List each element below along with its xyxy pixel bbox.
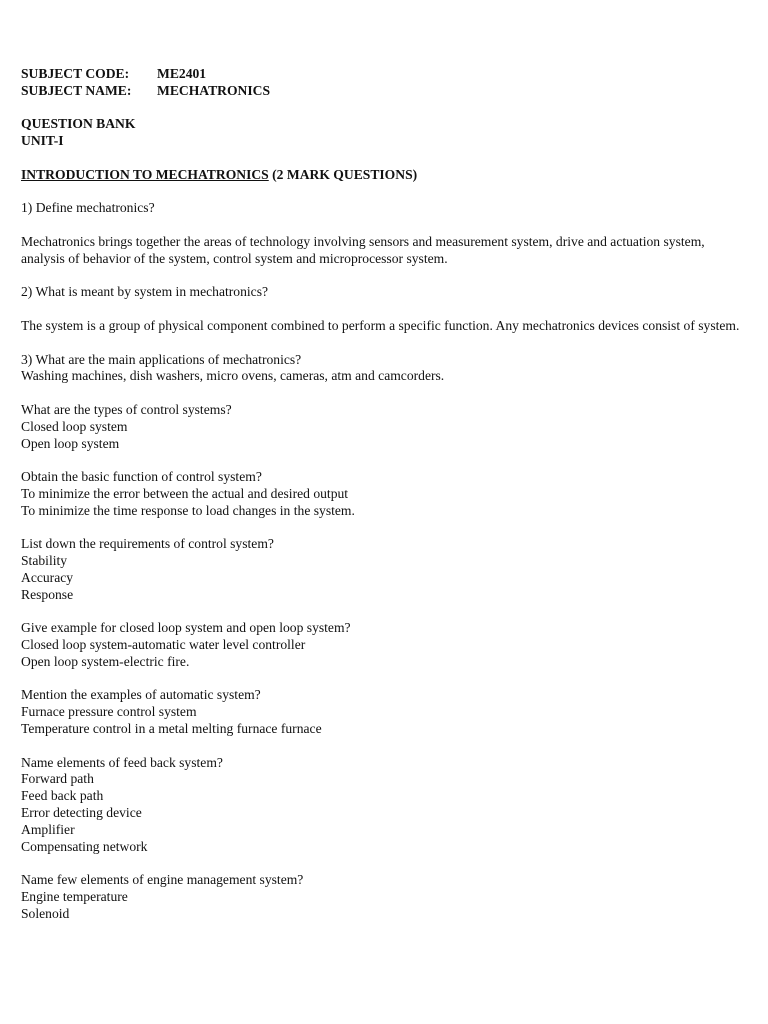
qa-block bbox=[21, 234, 741, 268]
subject-code-line bbox=[21, 66, 741, 83]
text-line: Error detecting device bbox=[21, 805, 142, 821]
spacer bbox=[21, 385, 741, 402]
text-line: Obtain the basic function of control system? bbox=[21, 469, 262, 485]
text-line: Open loop system-electric fire. bbox=[21, 653, 190, 669]
qa-block bbox=[21, 318, 741, 335]
document-page bbox=[21, 66, 741, 923]
text-line: To minimize the time response to load changes in the system. bbox=[21, 502, 355, 518]
text-line: To minimize the error between the actual and desired output bbox=[21, 485, 349, 501]
text-line: 3) What are the main applications of mechatronics? bbox=[21, 351, 302, 367]
text-line: Feed back path bbox=[21, 788, 104, 804]
qa-block bbox=[21, 200, 741, 217]
spacer bbox=[21, 452, 741, 469]
text-line: Temperature control in a metal melting furnace furnace bbox=[21, 721, 322, 737]
qa-block bbox=[21, 687, 741, 737]
section-title-underlined: INTRODUCTION TO MECHATRONICS bbox=[21, 166, 269, 182]
spacer bbox=[21, 268, 741, 285]
text-line: Accuracy bbox=[21, 569, 74, 585]
subject-code-label: SUBJECT CODE: bbox=[21, 66, 130, 81]
text-line: 2) What is meant by system in mechatronics? bbox=[21, 284, 269, 300]
text-line: Mention the examples of automatic system? bbox=[21, 687, 261, 703]
qa-block bbox=[21, 536, 741, 603]
text-line: Closed loop system-automatic water level controller bbox=[21, 637, 306, 653]
spacer bbox=[21, 301, 741, 318]
spacer bbox=[21, 150, 741, 167]
subject-name-line bbox=[21, 83, 741, 100]
spacer bbox=[21, 738, 741, 755]
qa-block bbox=[21, 284, 741, 301]
unit-heading: UNIT-I bbox=[21, 133, 64, 149]
section-title bbox=[21, 167, 741, 184]
spacer bbox=[21, 855, 741, 872]
subject-name-value: MECHATRONICS bbox=[157, 82, 271, 98]
text-line: The system is a group of physical component combined to perform a specific function. Any mechatronics devices consist of system. bbox=[21, 317, 740, 333]
qa-block bbox=[21, 402, 741, 452]
text-line: What are the types of control systems? bbox=[21, 401, 232, 417]
text-line: Stability bbox=[21, 553, 68, 569]
text-line: Response bbox=[21, 586, 74, 602]
subject-code-value: ME2401 bbox=[157, 66, 207, 81]
text-line: Washing machines, dish washers, micro ovens, cameras, atm and camcorders. bbox=[21, 368, 445, 384]
text-line: Compensating network bbox=[21, 838, 148, 854]
text-line: Mechatronics brings together the areas of technology involving sensors and measurement system, drive and actuation system, analysis of behavior of the system, control system and microprocessor system. bbox=[21, 233, 705, 266]
question-answer-list bbox=[21, 200, 741, 922]
text-line: Solenoid bbox=[21, 905, 70, 921]
text-line: Engine temperature bbox=[21, 889, 128, 905]
spacer bbox=[21, 335, 741, 352]
spacer bbox=[21, 184, 741, 201]
spacer bbox=[21, 604, 741, 621]
qa-block bbox=[21, 620, 741, 670]
text-line: Name elements of feed back system? bbox=[21, 754, 223, 770]
section-title-rest: (2 MARK QUESTIONS) bbox=[268, 166, 418, 182]
question-bank-heading: QUESTION BANK bbox=[21, 116, 136, 132]
text-line: Name few elements of engine management system? bbox=[21, 872, 304, 888]
text-line: Closed loop system bbox=[21, 418, 128, 434]
text-line: List down the requirements of control system? bbox=[21, 536, 274, 552]
spacer bbox=[21, 671, 741, 688]
qa-block bbox=[21, 469, 741, 519]
text-line: Give example for closed loop system and open loop system? bbox=[21, 620, 351, 636]
text-line: 1) Define mechatronics? bbox=[21, 200, 155, 216]
text-line: Furnace pressure control system bbox=[21, 704, 197, 720]
text-line: Forward path bbox=[21, 771, 94, 787]
qa-block bbox=[21, 755, 741, 856]
spacer bbox=[21, 520, 741, 537]
text-line: Open loop system bbox=[21, 435, 120, 451]
subject-name-label: SUBJECT NAME: bbox=[21, 82, 132, 98]
spacer bbox=[21, 217, 741, 234]
qa-block bbox=[21, 872, 741, 922]
spacer bbox=[21, 100, 741, 117]
qa-block bbox=[21, 352, 741, 386]
text-line: Amplifier bbox=[21, 821, 75, 837]
